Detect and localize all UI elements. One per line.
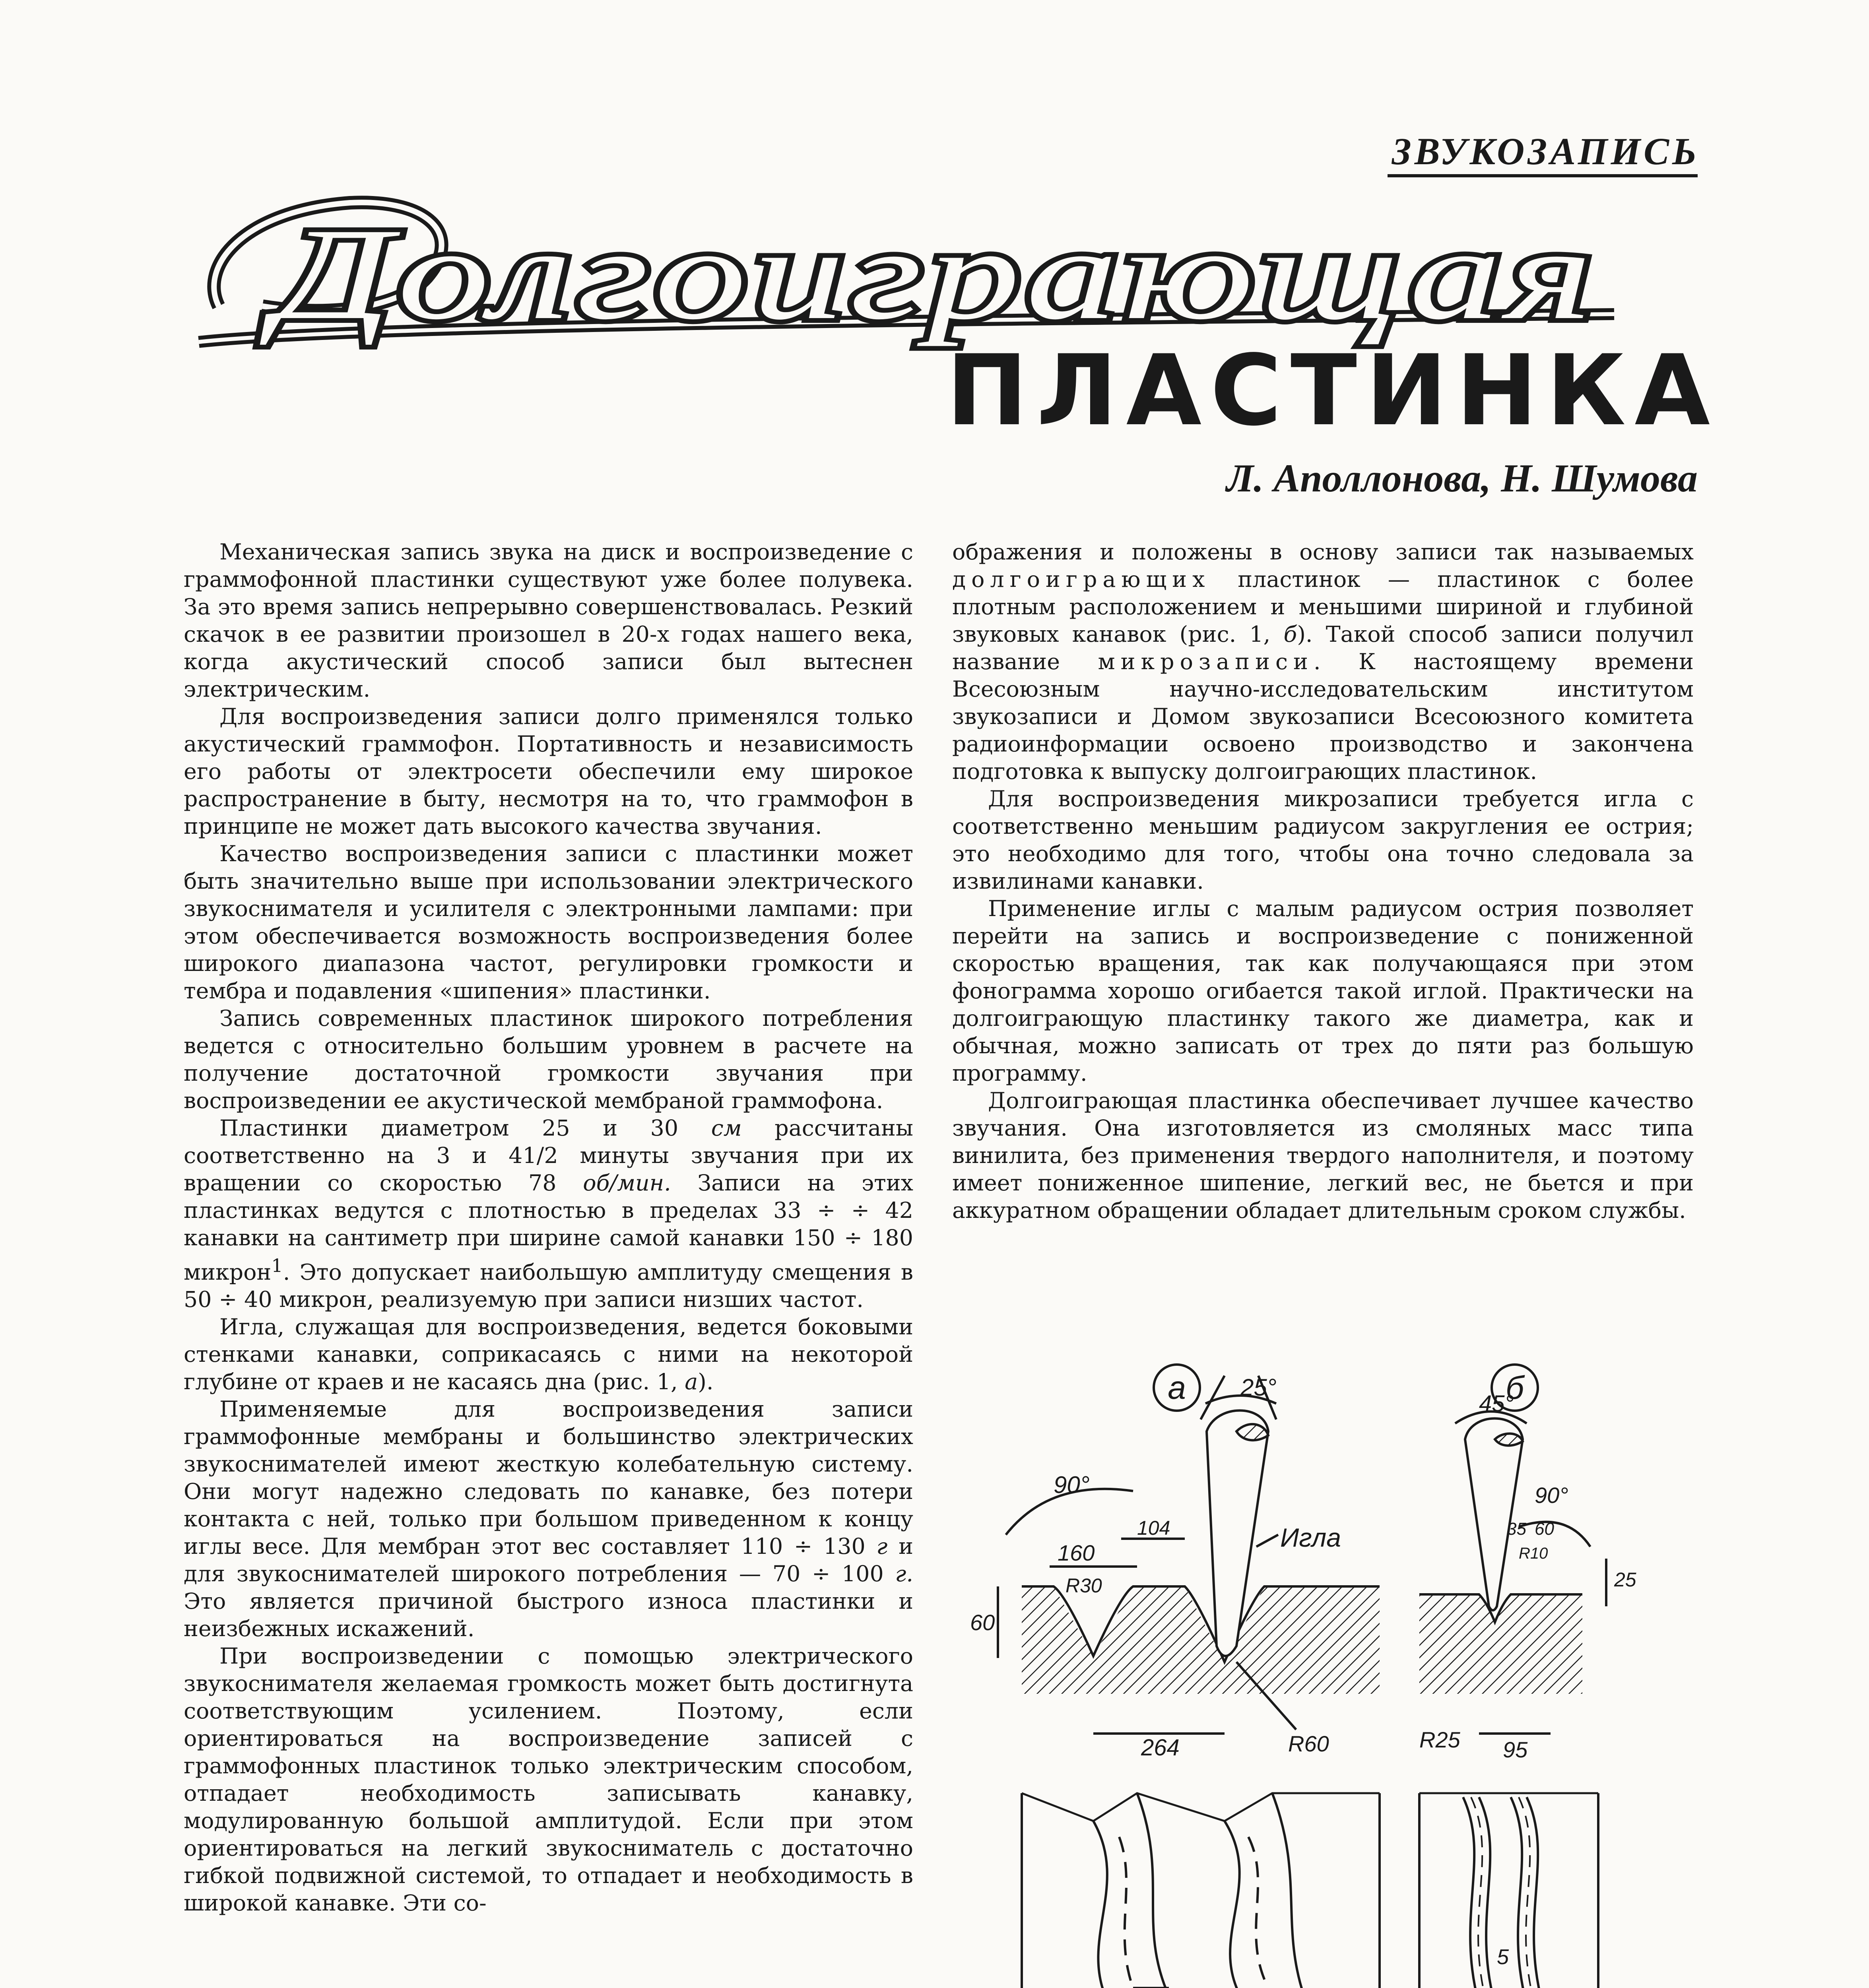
figure-b-groove-angle: 90°	[1535, 1483, 1568, 1508]
section-heading: ЗВУКОЗАПИСЬ	[1392, 130, 1700, 173]
paragraph: Качество воспроизведения записи с пластинки может быть значительно выше при использовании электрического звукоснимателя и усилителя с электронными лампами: при этом обеспечивается возможность воспроизведения более широкого диапазона частот, регулировки громкости и тембра и подавления «шипения» пластинки.	[184, 841, 913, 1004]
article-column-1	[184, 539, 913, 1917]
figure-b-plan	[1419, 1793, 1598, 1988]
figure-b-radius-10: R10	[1519, 1545, 1548, 1562]
figure-a-needle-angle: 25°	[1240, 1374, 1277, 1401]
paragraph: Для воспроизведения записи долго применялся только акустический граммофон. Портативность и независимость его работы от электросети обеспечили ему широкое распространение в быту, несмотря на то, что граммофон в принципе не может дать высокого качества звучания.	[184, 704, 913, 839]
figure-a-profile	[970, 1365, 1380, 1761]
figure-b-pitch: 95	[1503, 1737, 1528, 1762]
paragraph: Пластинки диаметром 25 и 30 см рассчитаны соответственно на 3 и 41/2 минуты звучания при их вращении со скоростью 78 об/мин. Записи на этих пластинках ведутся с плотностью в пределах 33 ÷ ÷ 42 канавки на сантиметр при ширине самой канавки 150 ÷ 180 микрон$^1$. Это допускает наибольшую амплитуду смещения в 50 ÷ 40 микрон, реализуемую при записи низших частот.	[184, 1116, 914, 1313]
figure-a-radius-top: R30	[1066, 1574, 1102, 1597]
paragraph: Механическая запись звука на диск и воспроизведение с граммофонной пластинки существуют уже более полувека. За это время запись непрерывно совершенствовалась. Резкий скачок в ее развитии произошел в 20-х годах нашего века, когда акустический способ записи был вытеснен электрическим.	[184, 540, 913, 702]
figure-a-gap: 104	[1137, 1517, 1170, 1539]
figure-b-radius-25: R25	[1419, 1727, 1460, 1752]
paragraph: Применение иглы с малым радиусом острия позволяет перейти на запись и воспроизведение с пониженной скоростью вращения, так как получающаяся при этом фонограмма хорошо огибается такой иглой. Практически на долгоиграющую пластинку такого же диаметра, как и обычная, можно записать от трех до пяти раз большую программу.	[952, 896, 1694, 1086]
figure-groove-diagram	[962, 1360, 1686, 1988]
figure-a-radius-tip: R60	[1288, 1731, 1329, 1756]
paragraph: Применяемые для воспроизведения записи граммофонные мембраны и большинство электрических звукоснимателей имеют жесткую колебательную систему. Они могут надежно следовать по канавке, без потери контакта с ней, только при большом приведенном к концу иглы весе. Для мембран этот вес составляет 110 ÷ 130 г и для звукоснимателей широкого потребления — 70 ÷ 100 г. Это является причиной быстрого износа пластинки и неизбежных искажений.	[184, 1397, 913, 1642]
figure-a-label: а	[1168, 1370, 1186, 1406]
figure-a-needle-label: Игла	[1280, 1523, 1341, 1552]
title-script	[183, 187, 1634, 358]
figure-b-land: 5	[1497, 1945, 1509, 1969]
figure-b-depth: 25	[1614, 1569, 1636, 1591]
figure-b-label: б	[1505, 1370, 1524, 1406]
authors: Л. Аполлонова, Н. Шумова	[1226, 456, 1698, 500]
figure-a-depth: 60	[970, 1610, 995, 1635]
figure-a-pitch: 264	[1141, 1735, 1180, 1761]
figure-b-width-2: 60	[1535, 1519, 1554, 1539]
figure-a-plan	[1022, 1789, 1380, 1988]
paragraph: Игла, служащая для воспроизведения, ведется боковыми стенками канавки, соприкасаясь с ними на некоторой глубине от краев и не касаясь дна (рис. 1, а).	[184, 1314, 913, 1395]
figure-a-width: 160	[1058, 1540, 1095, 1565]
paragraph: Запись современных пластинок широкого потребления ведется с относительно большим уровнем в расчете на получение достаточной громкости звучания при воспроизведении ее акустической мембраной граммофона.	[184, 1006, 913, 1114]
paragraph: Долгоиграющая пластинка обеспечивает лучшее качество звучания. Она изготовляется из смоляных масс типа винилита, без применения твердого наполнителя, и поэтому имеет пониженное шипение, легкий вес, не бьется и при аккуратном обращении обладает длительным сроком службы.	[952, 1088, 1694, 1223]
figure-a-groove-angle: 90°	[1054, 1472, 1090, 1498]
article-column-2	[952, 539, 1694, 1225]
paragraph: Для воспроизведения микрозаписи требуется игла с соответственно меньшим радиусом закругления ее острия; это необходимо для того, чтобы она точно следовала за извилинами канавки.	[952, 786, 1694, 894]
figure-b-needle-angle: 45°	[1479, 1391, 1514, 1417]
paragraph: ображения и положены в основу записи так называемых долгоиграющих пластинок — пластинок с более плотным расположением и меньшими шириной и глубиной звуковых канавок (рис. 1, б). Такой способ записи получил название микрозаписи. К настоящему времени Всесоюзным научно-исследовательским институтом звукозаписи и Домом звукозаписи Всесоюзного комитета радиоинформации освоено производство и закончена подготовка к выпуску долгоиграющих пластинок.	[952, 540, 1694, 784]
figure-b-profile	[1419, 1365, 1636, 1762]
figure-b-width-1: 35	[1507, 1519, 1526, 1539]
footnote-ref: 1	[271, 1255, 283, 1276]
section-heading-underline	[1388, 174, 1698, 177]
paragraph: При воспроизведении с помощью электрического звукоснимателя желаемая громкость может быть достигнута соответствующим усилением. Поэтому, если ориентироваться на воспроизведение записей с граммофонных пластинок только электрическим способом, отпадает необходимость записывать канавку, модулированную большой амплитудой. Если при этом ориентироваться на легкий звукосниматель с достаточно гибкой подвижной системой, то отпадает и необходимость в широкой канавке. Эти со-	[184, 1644, 913, 1916]
title-main: ПЛАСТИНКА	[946, 334, 1719, 447]
title-script-text: Долгоиграющая	[260, 202, 1598, 347]
